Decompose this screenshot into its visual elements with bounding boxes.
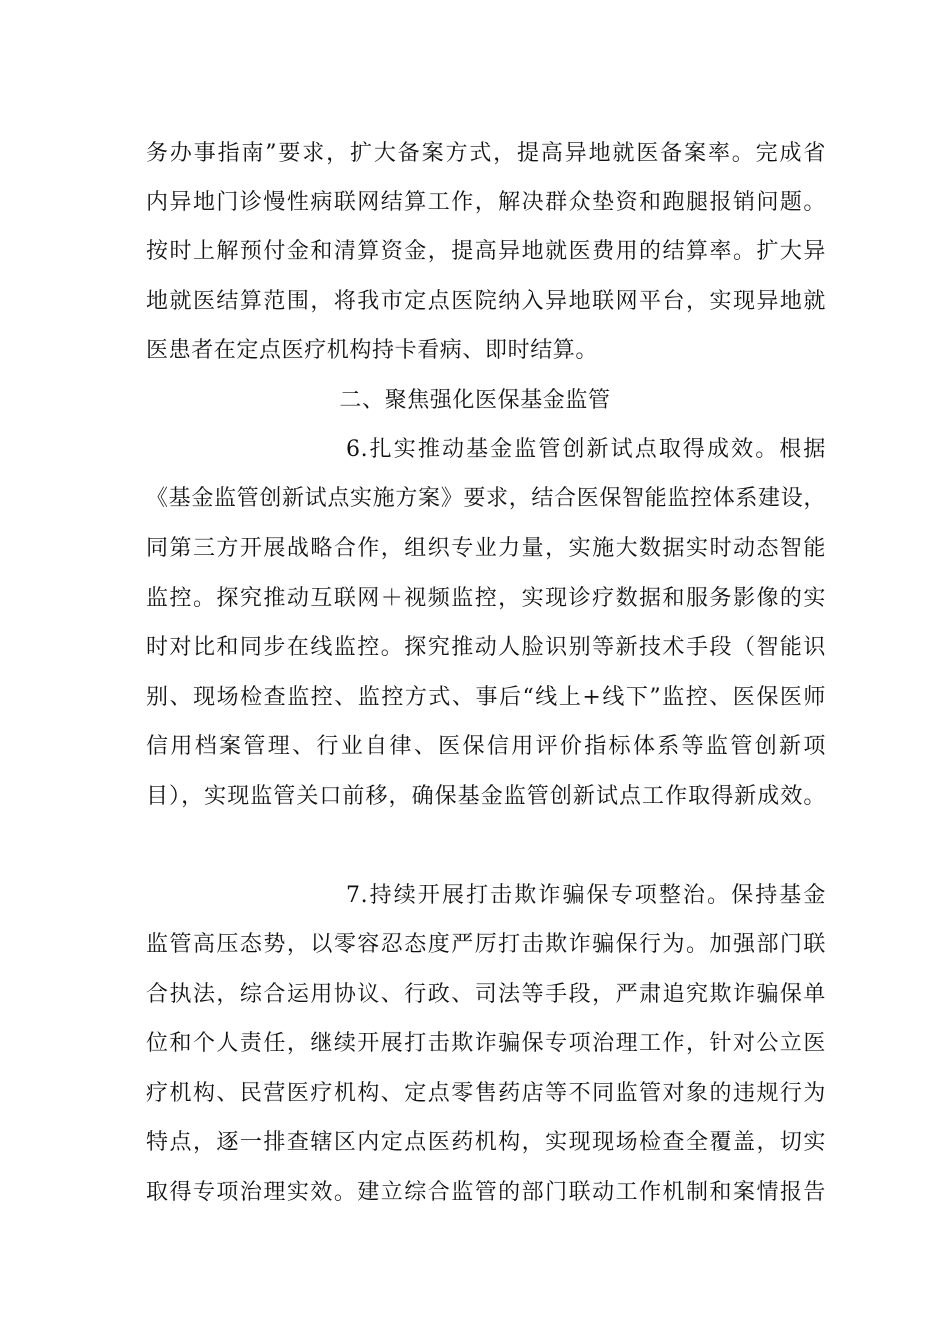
paragraph-3-line-3: 合执法，综合运用协议、行政、司法等手段，严肃追究欺诈骗保单 <box>146 982 826 1007</box>
paragraph-2-line-3: 同第三方开展战略合作，组织专业力量，实施大数据实时动态智能 <box>146 536 826 561</box>
paragraph-3-line-4: 位和个人责任，继续开展打击欺诈骗保专项治理工作，针对公立医 <box>146 1031 826 1056</box>
paragraph-2-line-2: 《基金监管创新试点实施方案》要求，结合医保智能监控体系建设， <box>146 486 826 511</box>
paragraph-1-line-1: 务办事指南”要求，扩大备案方式，提高异地就医备案率。完成省 <box>146 141 826 166</box>
paragraph-2-line-8: 目），实现监管关口前移，确保基金监管创新试点工作取得新成效。 <box>146 784 826 809</box>
paragraph-3-line-6: 特点，逐一排查辖区内定点医药机构，实现现场检查全覆盖，切实 <box>146 1130 826 1155</box>
paragraph-2-line-1: 6.扎实推动基金监管创新试点取得成效。根据 <box>346 437 826 462</box>
paragraph-3-line-7: 取得专项治理实效。建立综合监管的部门联动工作机制和案情报告 <box>146 1180 826 1205</box>
paragraph-1-line-2: 内异地门诊慢性病联网结算工作，解决群众垫资和跑腿报销问题。 <box>146 190 826 215</box>
paragraph-2-line-5: 时对比和同步在线监控。探究推动人脸识别等新技术手段（智能识 <box>146 635 826 660</box>
paragraph-1-line-4: 地就医结算范围，将我市定点医院纳入异地联网平台，实现异地就 <box>146 289 826 314</box>
paragraph-3-line-2: 监管高压态势，以零容忍态度严厉打击欺诈骗保行为。加强部门联 <box>146 932 826 957</box>
paragraph-3-line-5: 疗机构、民营医疗机构、定点零售药店等不同监管对象的违规行为 <box>146 1081 826 1106</box>
paragraph-1-line-5: 医患者在定点医疗机构持卡看病、即时结算。 <box>146 338 599 363</box>
paragraph-3-line-1: 7.持续开展打击欺诈骗保专项整治。保持基金 <box>346 883 826 908</box>
paragraph-2-line-6: 别、现场检查监控、监控方式、事后“线上+线下”监控、医保医师 <box>146 685 826 710</box>
paragraph-2-line-4: 监控。探究推动互联网＋视频监控，实现诊疗数据和服务影像的实 <box>146 586 826 611</box>
paragraph-1-line-3: 按时上解预付金和清算资金，提高异地就医费用的结算率。扩大异 <box>146 239 826 264</box>
paragraph-2-line-7: 信用档案管理、行业自律、医保信用评价指标体系等监管创新项 <box>146 734 826 759</box>
section-heading: 二、聚焦强化医保基金监管 <box>339 388 611 413</box>
